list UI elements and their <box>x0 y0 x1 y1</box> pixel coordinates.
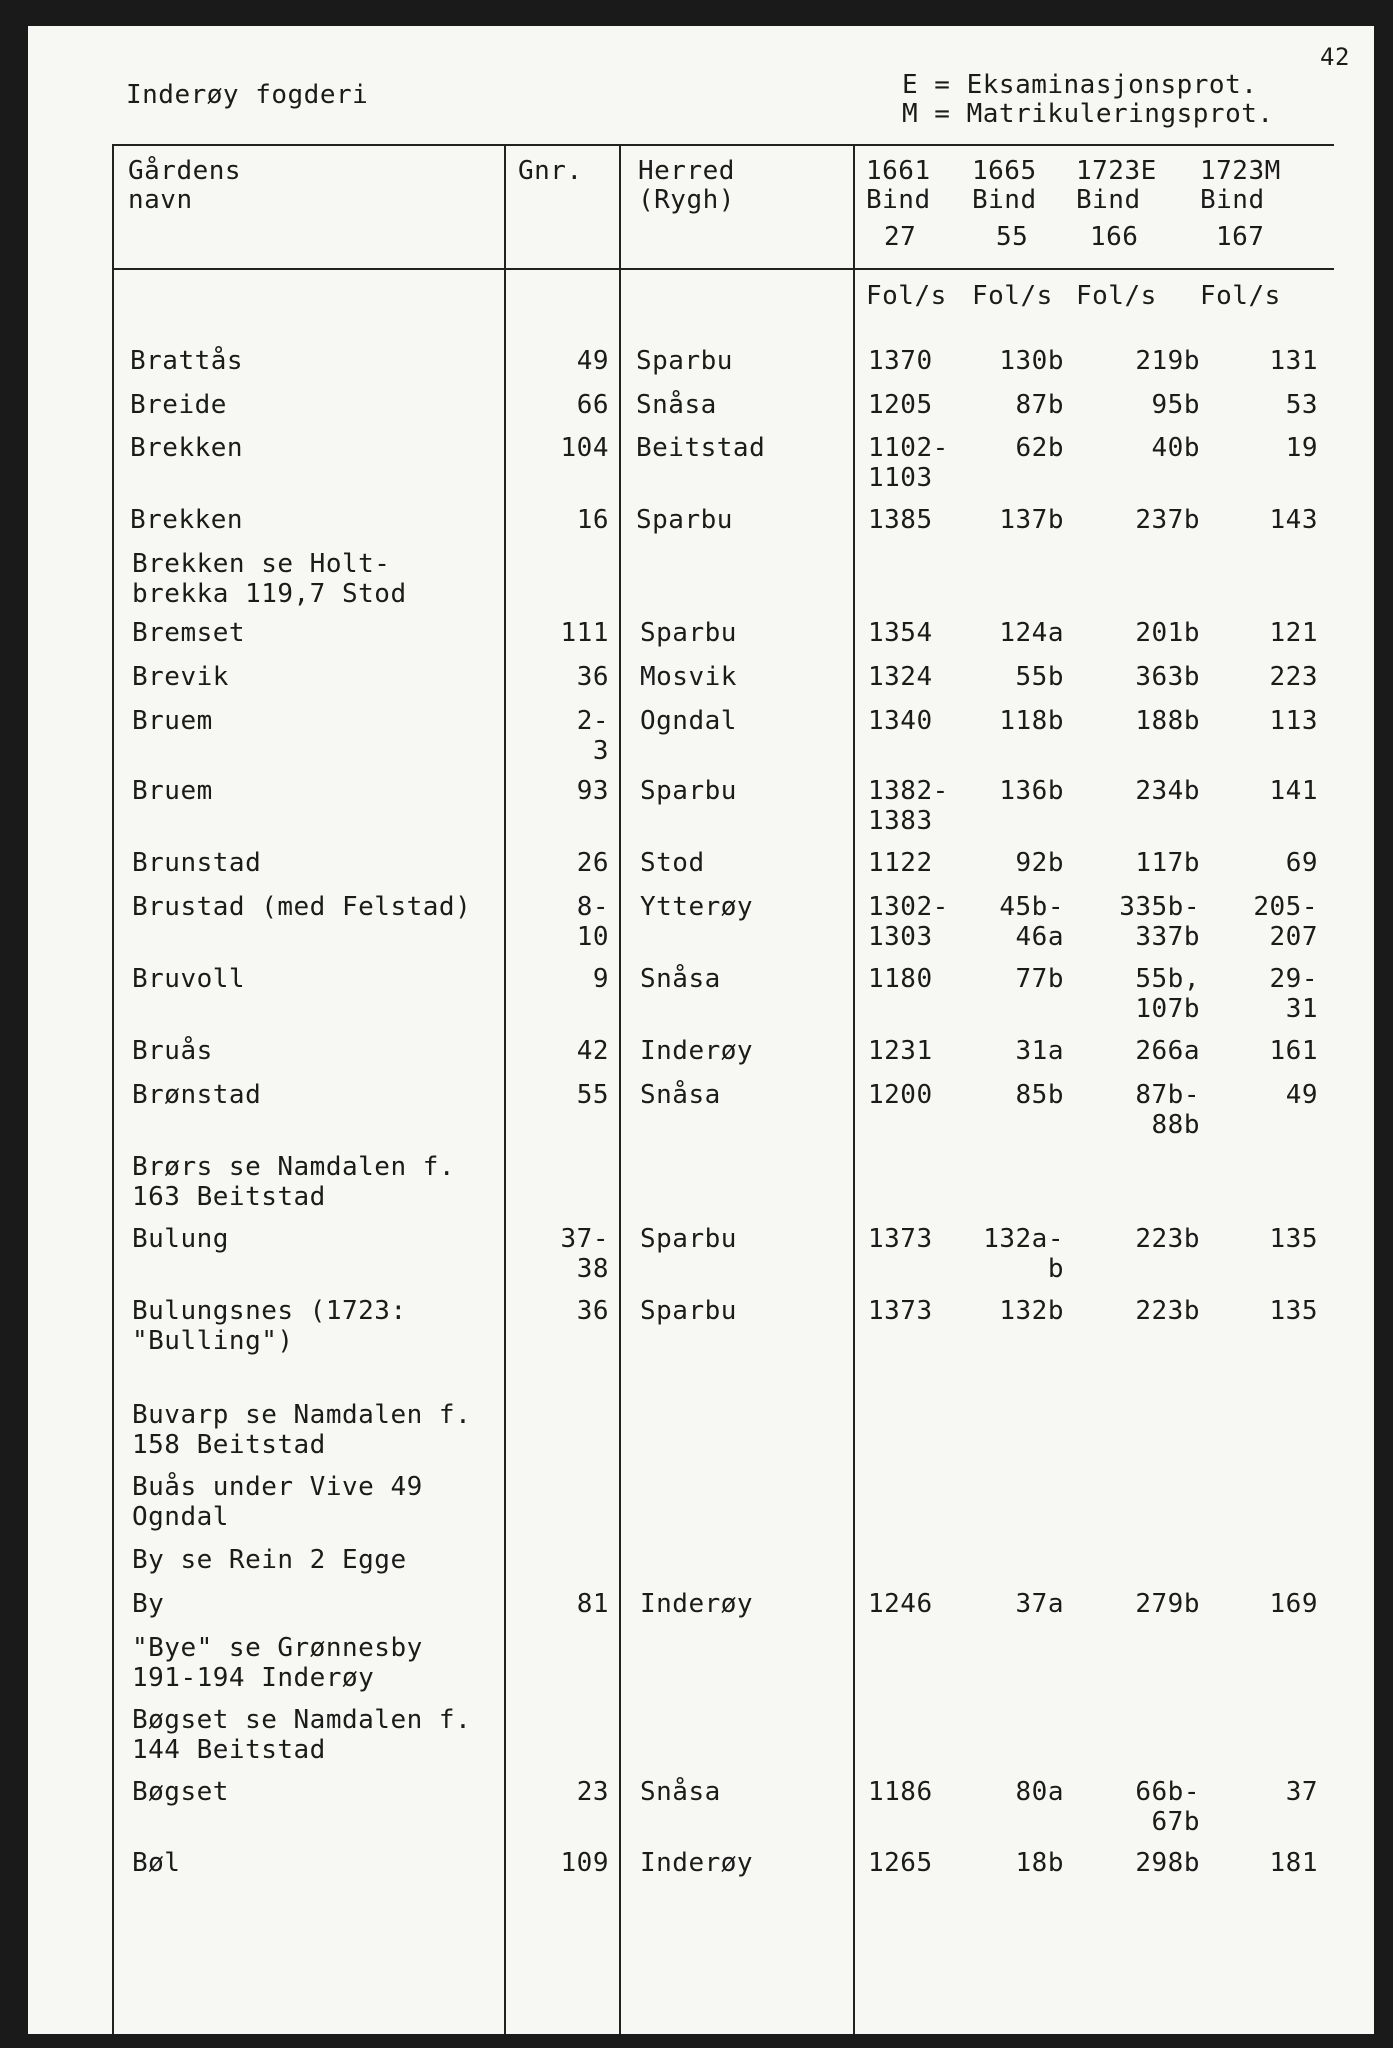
folio-value: 37 <box>1285 1777 1318 1807</box>
gnr-value: 109 <box>560 1848 609 1878</box>
herred-value: Snåsa <box>640 964 721 994</box>
region-title: Inderøy fogderi <box>126 80 369 110</box>
folio-value: 113 <box>1269 706 1318 736</box>
folio-value: 266a <box>1135 1036 1200 1066</box>
header-year: 1665 <box>972 156 1037 186</box>
farm-name: Bruem <box>132 776 213 806</box>
folio-value: 132a- <box>983 1224 1064 1254</box>
farm-name: "Bulling") <box>132 1326 294 1356</box>
gnr-value: 3 <box>592 736 609 766</box>
farm-name: Bulung <box>132 1224 229 1254</box>
header-fols: Fol/s <box>1200 281 1281 311</box>
folio-value: 87b- <box>1135 1080 1200 1110</box>
folio-value: 1302- <box>868 892 949 922</box>
folio-value: 1382- <box>868 776 949 806</box>
header-name: Gårdens <box>128 156 242 186</box>
folio-value: 223b <box>1135 1224 1200 1254</box>
gnr-value: 93 <box>576 776 609 806</box>
farm-name: Brunstad <box>132 848 262 878</box>
folio-value: 1385 <box>868 505 933 535</box>
folio-value: 137b <box>999 505 1064 535</box>
farm-name: Bruvoll <box>132 964 246 994</box>
farm-name: Brattås <box>130 346 244 376</box>
herred-value: Stod <box>640 848 705 878</box>
header-year: 1661 <box>866 156 931 186</box>
folio-value: 1265 <box>868 1848 933 1878</box>
gnr-value: 38 <box>576 1254 609 1284</box>
farm-name: 158 Beitstad <box>132 1430 326 1460</box>
legend-line-e: E = Eksaminasjonsprot. <box>902 70 1258 100</box>
folio-value: 1200 <box>868 1080 933 1110</box>
farm-name: Ogndal <box>132 1502 229 1532</box>
gnr-value: 55 <box>576 1080 609 1110</box>
gnr-value: 49 <box>576 346 609 376</box>
farm-name: Bruem <box>132 706 213 736</box>
folio-value: 55b, <box>1135 964 1200 994</box>
herred-value: Sparbu <box>636 346 733 376</box>
folio-value: 207 <box>1269 922 1318 952</box>
folio-value: 118b <box>999 706 1064 736</box>
folio-value: 107b <box>1135 994 1200 1024</box>
folio-value: 135 <box>1269 1224 1318 1254</box>
folio-value: 337b <box>1135 922 1200 952</box>
herred-value: Inderøy <box>640 1589 754 1619</box>
gnr-value: 66 <box>576 390 609 420</box>
farm-name: Breide <box>130 390 227 420</box>
farm-name: Brekken se Holt- <box>132 549 391 579</box>
folio-value: 77b <box>1015 964 1064 994</box>
header-bind-number: 55 <box>996 222 1029 252</box>
header-bind: Bind <box>866 185 931 215</box>
header-fols: Fol/s <box>1076 281 1157 311</box>
folio-value: 181 <box>1269 1848 1318 1878</box>
farm-name: Bøgset se Namdalen f. <box>132 1705 472 1735</box>
folio-value: 124a <box>999 618 1064 648</box>
folio-value: 201b <box>1135 618 1200 648</box>
gnr-value: 8- <box>576 892 609 922</box>
herred-value: Inderøy <box>640 1848 754 1878</box>
gnr-value: 81 <box>576 1589 609 1619</box>
folio-value: 298b <box>1135 1848 1200 1878</box>
folio-value: 66b- <box>1135 1777 1200 1807</box>
farm-name: Brevik <box>132 662 229 692</box>
herred-value: Ogndal <box>640 706 737 736</box>
folio-value: 18b <box>1015 1848 1064 1878</box>
folio-value: 169 <box>1269 1589 1318 1619</box>
header-bind: Bind <box>1200 185 1265 215</box>
farm-name: 191-194 Inderøy <box>132 1663 375 1693</box>
gnr-herred-divider <box>619 144 621 2034</box>
farm-name: Brekken <box>130 505 244 535</box>
header-bind-number: 27 <box>884 222 917 252</box>
gnr-value: 9 <box>592 964 609 994</box>
folio-value: 37a <box>1015 1589 1064 1619</box>
header-year: 1723M <box>1200 156 1281 186</box>
farm-name: Bøl <box>132 1848 181 1878</box>
folio-value: 135 <box>1269 1296 1318 1326</box>
farm-name: 163 Beitstad <box>132 1182 326 1212</box>
folio-value: 130b <box>999 346 1064 376</box>
herred-value: Snåsa <box>640 1080 721 1110</box>
folio-value: 87b <box>1015 390 1064 420</box>
folio-value: 1122 <box>868 848 933 878</box>
folio-value: 1180 <box>868 964 933 994</box>
folio-value: 219b <box>1135 346 1200 376</box>
folio-value: 19 <box>1285 433 1318 463</box>
folio-value: 1246 <box>868 1589 933 1619</box>
folio-value: 40b <box>1151 433 1200 463</box>
folio-value: 1324 <box>868 662 933 692</box>
herred-value: Beitstad <box>636 433 766 463</box>
folio-value: 80a <box>1015 1777 1064 1807</box>
herred-value: Sparbu <box>640 618 737 648</box>
folio-value: 335b- <box>1119 892 1200 922</box>
farm-name: Bulungsnes (1723: <box>132 1296 407 1326</box>
folio-value: 46a <box>1015 922 1064 952</box>
folio-value: 1370 <box>868 346 933 376</box>
folio-value: 136b <box>999 776 1064 806</box>
header-bottom-rule <box>112 268 1334 270</box>
folio-value: 1103 <box>868 463 933 493</box>
folio-value: 279b <box>1135 1589 1200 1619</box>
farm-name: Buvarp se Namdalen f. <box>132 1400 472 1430</box>
table-top-rule <box>112 144 1334 146</box>
gnr-value: 104 <box>560 433 609 463</box>
herred-value: Mosvik <box>640 662 737 692</box>
farm-name: Buås under Vive 49 <box>132 1472 423 1502</box>
gnr-value: 10 <box>576 922 609 952</box>
farm-name: By <box>132 1589 165 1619</box>
header-herred: Herred <box>638 156 735 186</box>
farm-name: Bruås <box>132 1036 213 1066</box>
folio-value: 223b <box>1135 1296 1200 1326</box>
folio-value: 121 <box>1269 618 1318 648</box>
folio-value: 1231 <box>868 1036 933 1066</box>
farm-name: Brustad (med Felstad) <box>132 892 472 922</box>
gnr-value: 37- <box>560 1224 609 1254</box>
name-gnr-divider <box>504 144 506 2034</box>
farm-name: Brønstad <box>132 1080 262 1110</box>
header-fols: Fol/s <box>972 281 1053 311</box>
folio-value: 223 <box>1269 662 1318 692</box>
farm-name: Brekken <box>130 433 244 463</box>
folio-value: 85b <box>1015 1080 1064 1110</box>
header-fols: Fol/s <box>866 281 947 311</box>
gnr-value: 26 <box>576 848 609 878</box>
folio-value: 161 <box>1269 1036 1318 1066</box>
folio-value: 88b <box>1151 1110 1200 1140</box>
folio-value: 141 <box>1269 776 1318 806</box>
herred-value: Sparbu <box>640 1296 737 1326</box>
folio-value: 29- <box>1269 964 1318 994</box>
folio-value: 1340 <box>868 706 933 736</box>
folio-value: 1102- <box>868 433 949 463</box>
folio-value: 234b <box>1135 776 1200 806</box>
legend-line-m: M = Matrikuleringsprot. <box>902 99 1274 129</box>
gnr-value: 36 <box>576 662 609 692</box>
folio-value: 188b <box>1135 706 1200 736</box>
gnr-value: 16 <box>576 505 609 535</box>
folio-value: 132b <box>999 1296 1064 1326</box>
farm-name: 144 Beitstad <box>132 1735 326 1765</box>
farm-name: Bremset <box>132 618 246 648</box>
folio-value: 143 <box>1269 505 1318 535</box>
herred-value: Snåsa <box>636 390 717 420</box>
folio-value: b <box>1047 1254 1064 1284</box>
header-bind: Bind <box>972 185 1037 215</box>
header-bind: Bind <box>1076 185 1141 215</box>
herred-value: Ytterøy <box>640 892 754 922</box>
herred-value: Sparbu <box>640 1224 737 1254</box>
header-bind-number: 167 <box>1216 222 1265 252</box>
herred-value: Snåsa <box>640 1777 721 1807</box>
farm-name: Bøgset <box>132 1777 229 1807</box>
header-name: navn <box>128 185 193 215</box>
gnr-value: 2- <box>576 706 609 736</box>
folio-value: 45b- <box>999 892 1064 922</box>
gnr-value: 42 <box>576 1036 609 1066</box>
folio-value: 131 <box>1269 346 1318 376</box>
folio-value: 31 <box>1285 994 1318 1024</box>
folio-value: 95b <box>1151 390 1200 420</box>
folio-value: 67b <box>1151 1807 1200 1837</box>
header-year: 1723E <box>1076 156 1157 186</box>
folio-value: 1373 <box>868 1224 933 1254</box>
folio-value: 1354 <box>868 618 933 648</box>
herred-value: Sparbu <box>640 776 737 806</box>
header-gnr: Gnr. <box>518 156 583 186</box>
folio-value: 205- <box>1253 892 1318 922</box>
table-left-rule <box>112 144 114 2034</box>
folio-value: 49 <box>1285 1080 1318 1110</box>
folio-value: 92b <box>1015 848 1064 878</box>
farm-name: By se Rein 2 Egge <box>132 1545 407 1575</box>
folio-value: 55b <box>1015 662 1064 692</box>
herred-value: Sparbu <box>636 505 733 535</box>
gnr-value: 36 <box>576 1296 609 1326</box>
page-number: 42 <box>1320 43 1350 71</box>
folio-value: 1186 <box>868 1777 933 1807</box>
folio-value: 237b <box>1135 505 1200 535</box>
folio-value: 1205 <box>868 390 933 420</box>
farm-name: brekka 119,7 Stod <box>132 579 407 609</box>
folio-value: 117b <box>1135 848 1200 878</box>
header-bind-number: 166 <box>1090 222 1139 252</box>
farm-name: Brørs se Namdalen f. <box>132 1152 456 1182</box>
farm-name: "Bye" se Grønnesby <box>132 1633 423 1663</box>
header-herred: (Rygh) <box>638 185 735 215</box>
folio-value: 53 <box>1285 390 1318 420</box>
folio-value: 1373 <box>868 1296 933 1326</box>
document-page <box>28 26 1374 2034</box>
folio-value: 363b <box>1135 662 1200 692</box>
herred-value: Inderøy <box>640 1036 754 1066</box>
folio-value: 62b <box>1015 433 1064 463</box>
folio-value: 69 <box>1285 848 1318 878</box>
folio-value: 31a <box>1015 1036 1064 1066</box>
folio-value: 1303 <box>868 922 933 952</box>
gnr-value: 111 <box>560 618 609 648</box>
folio-value: 1383 <box>868 806 933 836</box>
gnr-value: 23 <box>576 1777 609 1807</box>
herred-data-divider <box>853 144 855 2034</box>
